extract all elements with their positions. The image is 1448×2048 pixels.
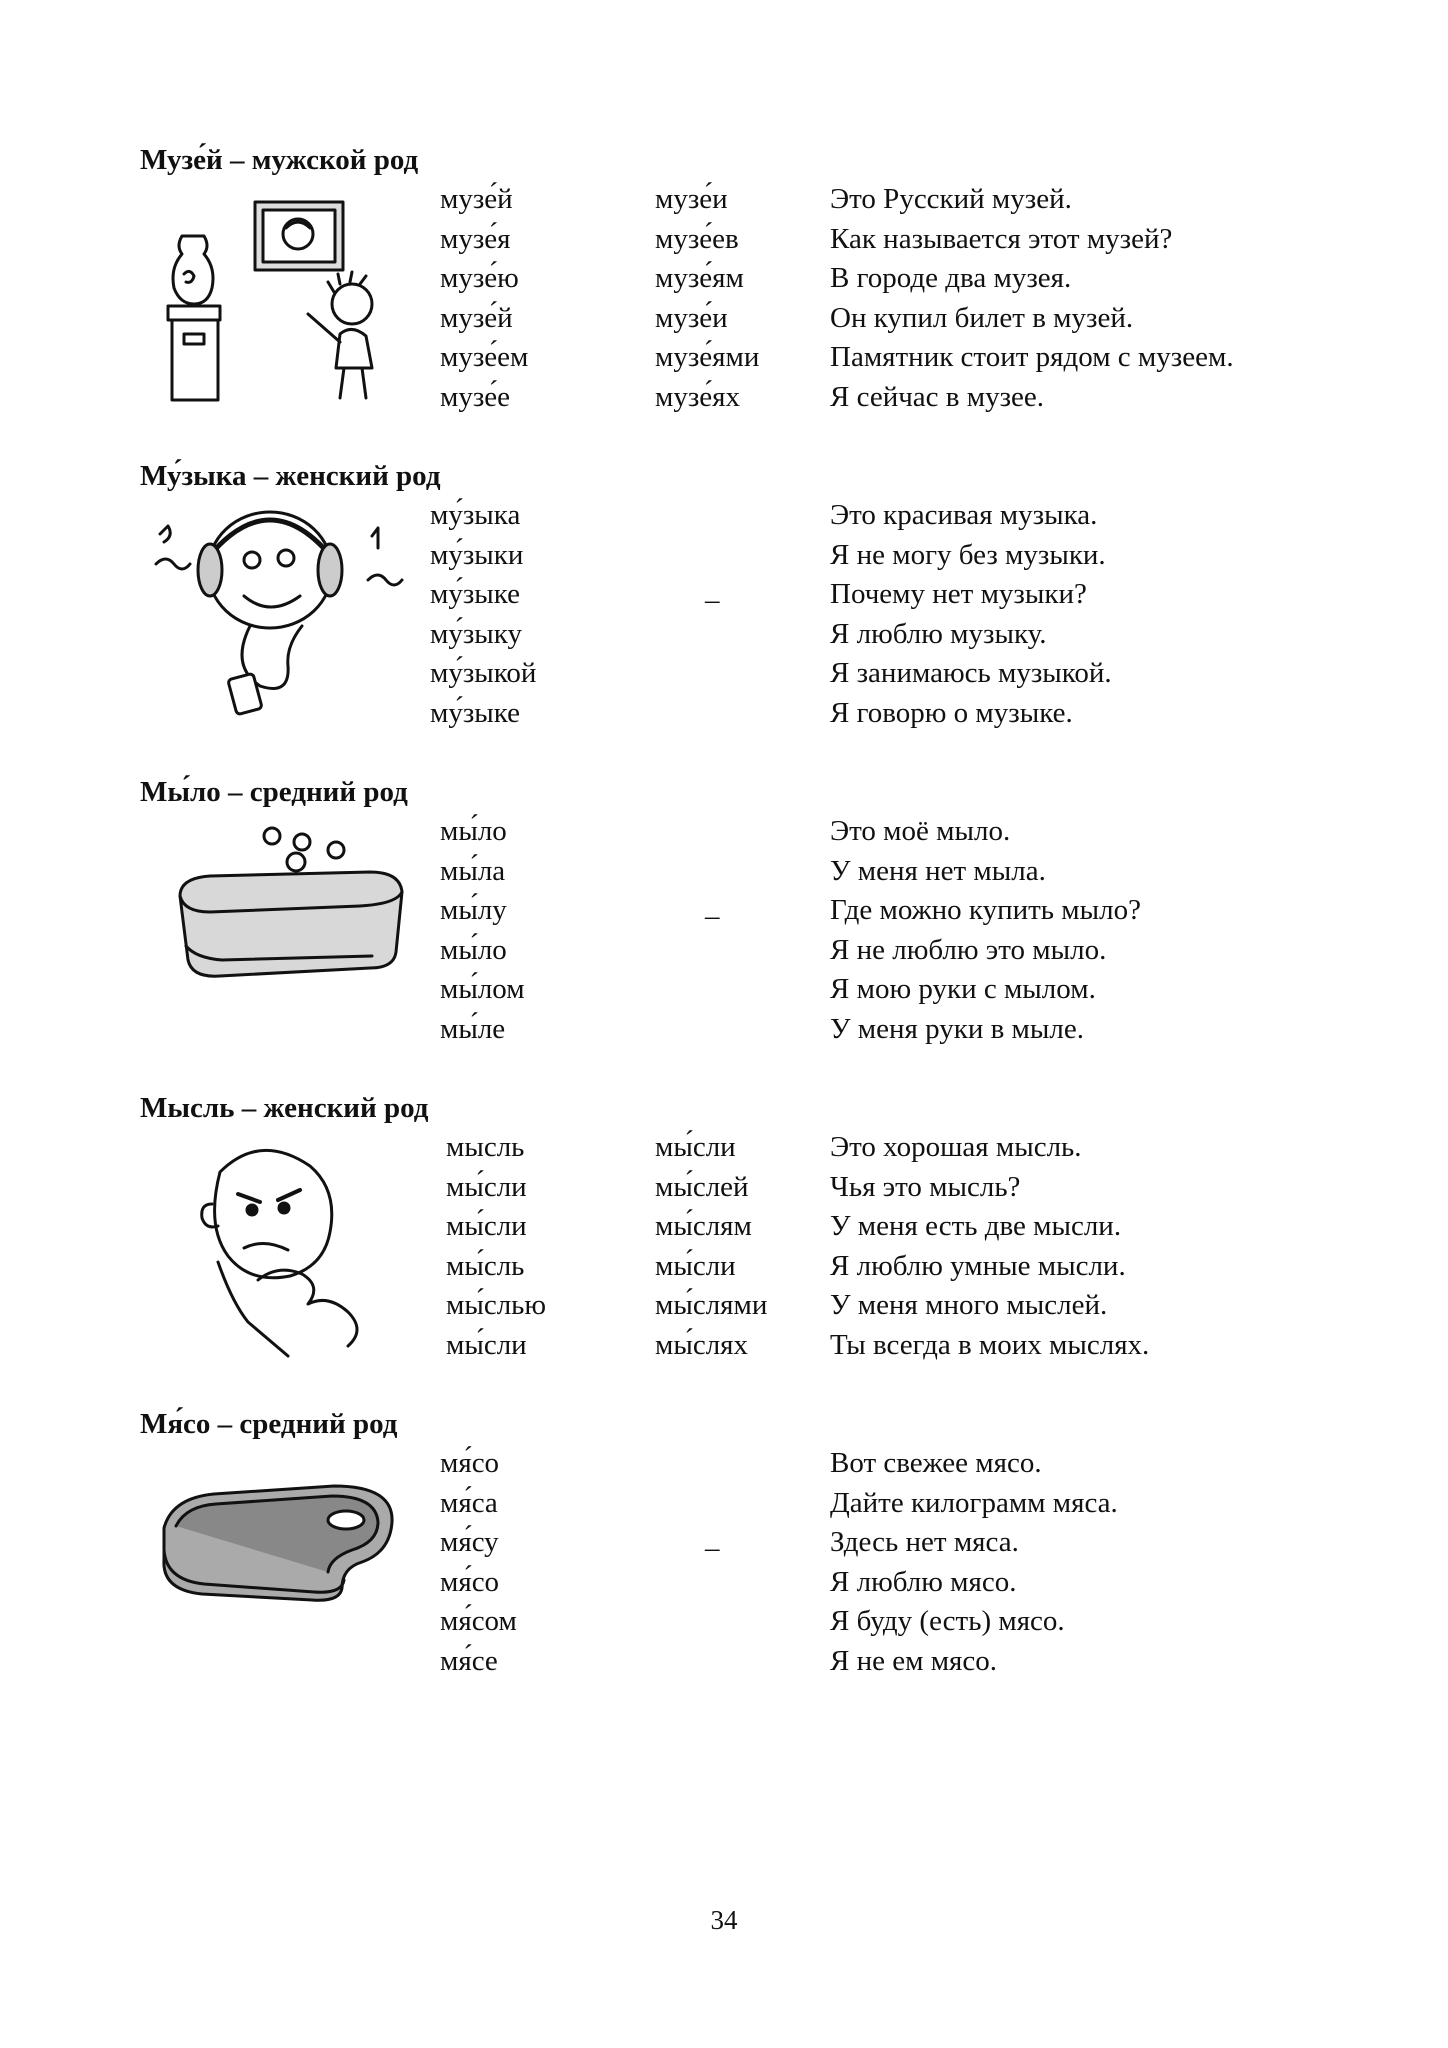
case-form: мы́сли — [655, 1249, 736, 1282]
case-form: му́зыки — [430, 538, 524, 571]
example-sentence: Вот свежее мясо. — [830, 1447, 1042, 1479]
no-plural-dash: – — [705, 1532, 720, 1564]
case-form: музе́ями — [655, 341, 760, 373]
case-form: музе́и — [655, 301, 728, 334]
case-form: мы́ла — [440, 854, 506, 887]
singular-column — [440, 812, 525, 1049]
section-title: Мы́ло – средний род — [140, 776, 408, 808]
case-form: мы́ло — [440, 815, 507, 847]
example-sentence: Я мою руки с мылом. — [830, 973, 1096, 1005]
example-sentence: Я не люблю это мыло. — [830, 933, 1107, 966]
case-form: мы́слью — [446, 1289, 547, 1321]
section-thought — [0, 1092, 1448, 1398]
singular-column — [440, 1444, 517, 1681]
example-sentence: В городе два музея. — [830, 262, 1072, 294]
example-sentence: Я не могу без музыки. — [830, 538, 1106, 571]
example-sentence: У меня руки в мыле. — [830, 1012, 1084, 1045]
examples-column — [830, 812, 1141, 1049]
case-form: мысль — [446, 1131, 525, 1163]
examples-column — [830, 496, 1112, 733]
plural-column — [655, 1128, 767, 1365]
case-form: му́зыке — [430, 578, 521, 610]
case-form: му́зыке — [430, 696, 521, 729]
case-form: му́зыка — [430, 499, 521, 531]
case-form: музе́ях — [655, 380, 741, 413]
soap-bar-icon — [140, 816, 410, 1046]
case-form: мы́лу — [440, 894, 507, 926]
section-museum — [0, 144, 1448, 450]
example-sentence: Я не ем мясо. — [830, 1644, 998, 1677]
example-sentence: Это Русский музей. — [830, 183, 1072, 215]
example-sentence: У меня много мыслей. — [830, 1289, 1108, 1321]
case-form: музе́ем — [440, 341, 529, 373]
example-sentence: Это хорошая мысль. — [830, 1131, 1082, 1163]
case-form: мы́слях — [655, 1328, 749, 1361]
section-title: Мя́со – средний род — [140, 1408, 398, 1440]
example-sentence: Я люблю умные мысли. — [830, 1249, 1126, 1282]
thinking-man-icon — [140, 1132, 410, 1362]
example-sentence: Я занимаюсь музыкой. — [830, 657, 1112, 689]
case-form: музе́й — [440, 301, 513, 334]
example-sentence: Я люблю мясо. — [830, 1565, 1017, 1598]
case-form: мя́се — [440, 1644, 498, 1677]
singular-column — [430, 496, 536, 733]
no-plural-dash: – — [705, 584, 720, 616]
museum-icon — [140, 184, 410, 414]
music-headphones-icon — [140, 500, 410, 730]
example-sentence: Где можно купить мыло? — [830, 894, 1141, 926]
example-sentence: Памятник стоит рядом с музеем. — [830, 341, 1234, 373]
case-form: мы́ле — [440, 1012, 506, 1045]
example-sentence: Чья это мысль? — [830, 1170, 1021, 1203]
example-sentence: Это моё мыло. — [830, 815, 1011, 847]
section-meat — [0, 1408, 1448, 1714]
case-form: мы́сли — [446, 1328, 527, 1361]
examples-column — [830, 1444, 1118, 1681]
plural-column — [655, 180, 759, 417]
case-form: му́зыку — [430, 617, 522, 650]
singular-column — [440, 180, 528, 417]
example-sentence: Я сейчас в музее. — [830, 380, 1045, 413]
section-title: Мысль – женский род — [140, 1092, 429, 1124]
examples-column — [830, 1128, 1149, 1365]
case-form: мя́сом — [440, 1605, 517, 1637]
case-form: музе́и — [655, 183, 728, 215]
no-plural-dash: – — [705, 900, 720, 932]
case-form: мя́со — [440, 1447, 500, 1479]
example-sentence: Здесь нет мяса. — [830, 1526, 1019, 1558]
case-form: мы́сли — [655, 1131, 736, 1163]
examples-column — [830, 180, 1234, 417]
singular-column — [446, 1128, 546, 1365]
case-form: мы́сли — [446, 1210, 527, 1242]
example-sentence: Я говорю о музыке. — [830, 696, 1073, 729]
case-form: му́зыкой — [430, 657, 537, 689]
example-sentence: Почему нет музыки? — [830, 578, 1087, 610]
case-form: музе́я — [440, 222, 511, 255]
case-form: мя́су — [440, 1526, 499, 1558]
example-sentence: Это красивая музыка. — [830, 499, 1098, 531]
example-sentence: У меня нет мыла. — [830, 854, 1046, 887]
case-form: мы́слей — [655, 1170, 749, 1203]
example-sentence: Как называется этот музей? — [830, 222, 1173, 255]
case-form: мы́сль — [446, 1249, 525, 1282]
case-form: музе́ям — [655, 262, 744, 294]
case-form: музе́ю — [440, 262, 519, 294]
example-sentence: Я буду (есть) мясо. — [830, 1605, 1065, 1637]
section-title: Музе́й – мужской род — [140, 144, 419, 176]
section-music — [0, 460, 1448, 766]
case-form: музе́й — [440, 183, 513, 215]
case-form: мы́слям — [655, 1210, 752, 1242]
case-form: музе́е — [440, 380, 511, 413]
case-form: мы́слями — [655, 1289, 768, 1321]
example-sentence: Он купил билет в музей. — [830, 301, 1134, 334]
case-form: мы́лом — [440, 973, 525, 1005]
example-sentence: Дайте килограмм мяса. — [830, 1486, 1118, 1519]
case-form: мы́сли — [446, 1170, 527, 1203]
section-title: Му́зыка – женский род — [140, 460, 441, 492]
case-form: мя́са — [440, 1486, 498, 1519]
page-number: 34 — [710, 1905, 738, 1935]
case-form: мы́ло — [440, 933, 507, 966]
example-sentence: Я люблю музыку. — [830, 617, 1047, 650]
example-sentence: Ты всегда в моих мыслях. — [830, 1328, 1150, 1361]
meat-steak-icon — [140, 1448, 410, 1678]
example-sentence: У меня есть две мысли. — [830, 1210, 1122, 1242]
section-soap — [0, 776, 1448, 1082]
case-form: мя́со — [440, 1565, 500, 1598]
case-form: музе́ев — [655, 222, 739, 255]
